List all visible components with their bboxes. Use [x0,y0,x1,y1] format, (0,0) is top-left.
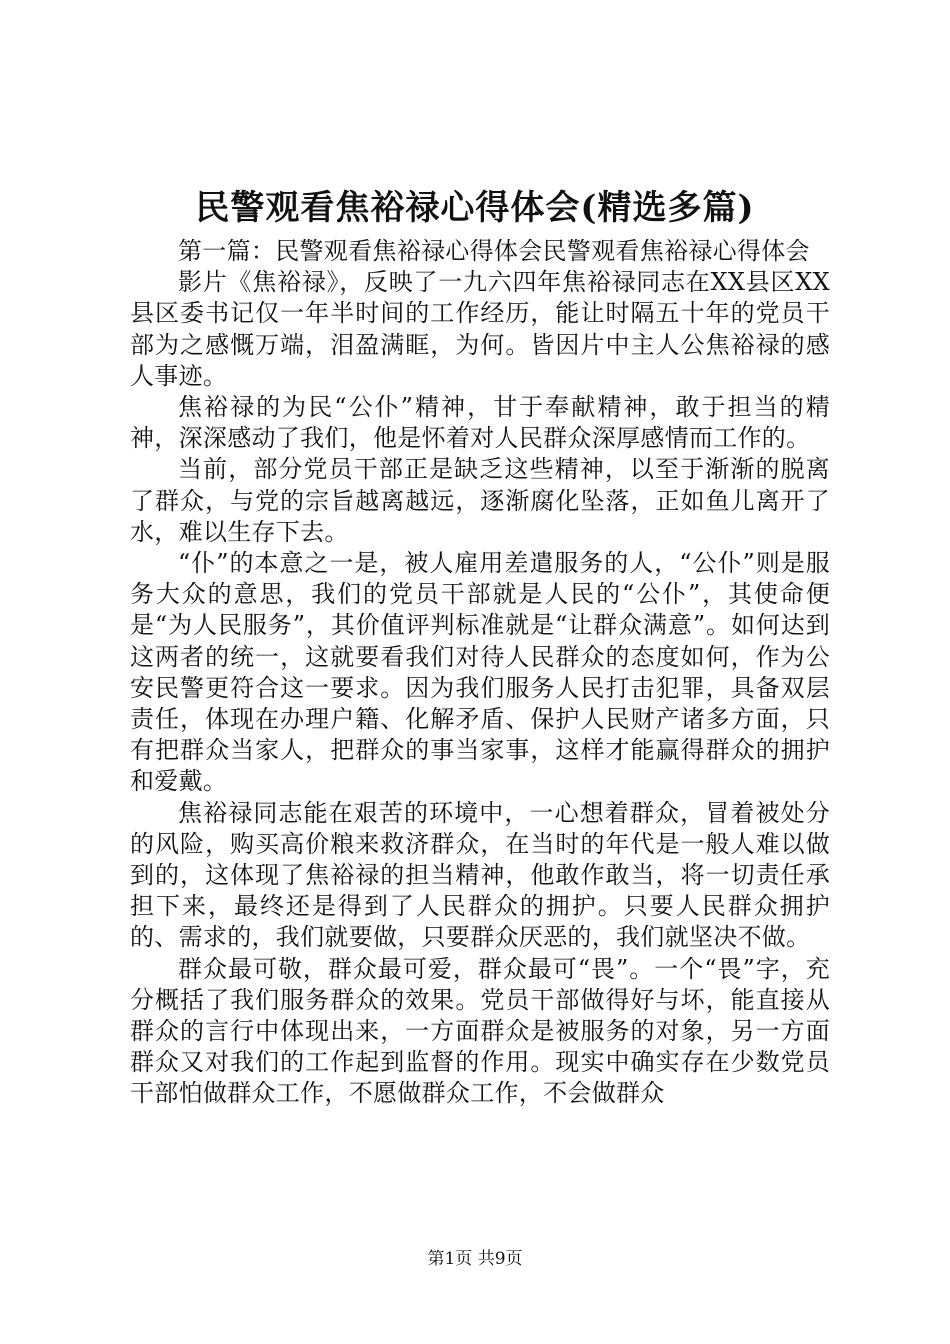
document-body [130,236,830,1110]
paragraph-5: “仆”的本意之一是，被人雇用差遣服务的人，“公仆”则是服务大众的意思，我们的党员干部就是人民的“公仆”，其使命便是“为人民服务”，其价值评判标准就是“让群众满意”。如何达到这两者的统一，这就要看我们对待人民群众的态度如何，作为公安民警更符合这一要求。因为我们服务人民打击犯罪，具备双层责任，体现在办理户籍、化解矛盾、保护人民财产诸多方面，只有把群众当家人，把群众的事当家事，这样才能赢得群众的拥护和爱戴。 [130,549,830,796]
paragraph-1: 第一篇：民警观看焦裕禄心得体会民警观看焦裕禄心得体会 [178,237,810,265]
paragraph-6: 焦裕禄同志能在艰苦的环境中，一心想着群众，冒着被处分的风险，购买高价粮来救济群众，在当时的年代是一般人难以做到的，这体现了焦裕禄的担当精神，他敢作敢当，将一切责任承担下来，最终还是得到了人民群众的拥护。只要人民群众拥护的、需求的，我们就要做，只要群众厌恶的，我们就坚决不做。 [130,798,830,952]
paragraph-3: 焦裕禄的为民“公仆”精神，甘于奉献精神，敢于担当的精神，深深感动了我们，他是怀着对人民群众深厚感情而工作的。 [130,393,830,453]
paragraph-2: 影片《焦裕禄》，反映了一九六四年焦裕禄同志在XX县区XX县区委书记仅一年半时间的工作经历，能让时隔五十年的党员干部为之感慨万端，泪盈满眶，为何。皆因片中主人公焦裕禄的感人事迹。 [130,268,830,390]
document-title: 民警观看焦裕禄心得体会(精选多篇) [195,188,755,228]
paragraph-4: 当前，部分党员干部正是缺乏这些精神，以至于渐渐的脱离了群众，与党的宗旨越离越远，逐渐腐化坠落，正如鱼儿离开了水，难以生存下去。 [130,455,830,546]
paragraph-7: 群众最可敬，群众最可爱，群众最可“畏”。一个“畏”字，充分概括了我们服务群众的效果。党员干部做得好与坏，能直接从群众的言行中体现出来，一方面群众是被服务的对象，另一方面群众又对我们的工作起到监督的作用。现实中确实存在少数党员干部怕做群众工作，不愿做群众工作，不会做群众 [130,954,830,1108]
page-number: 第1页 共9页 [427,1249,523,1269]
